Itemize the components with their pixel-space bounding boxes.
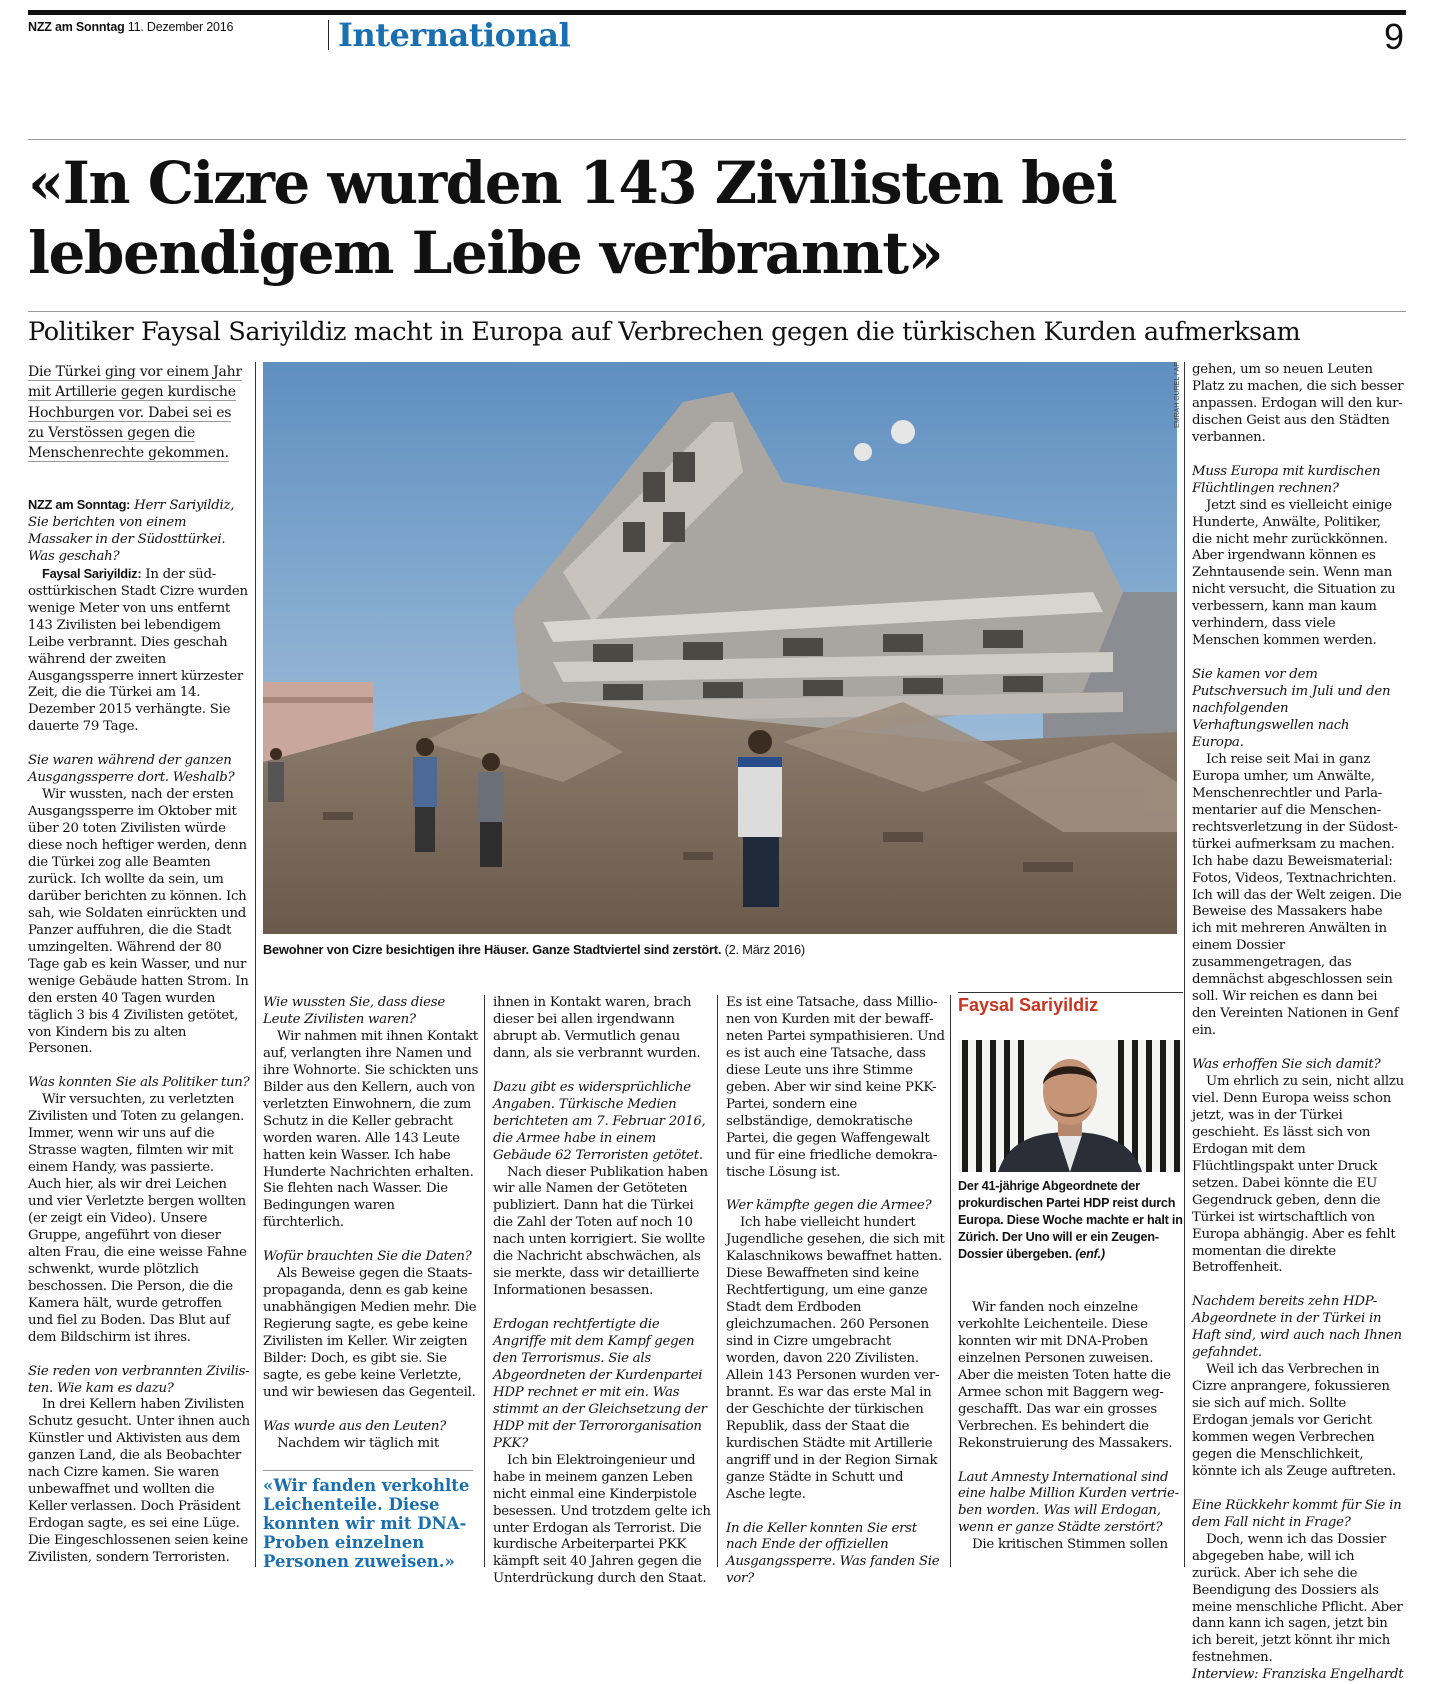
speaker-label: Faysal Sariyildiz: (42, 565, 142, 581)
answer: Doch, wenn ich das Dossier abgegeben habe, will ich zurück. Aber ich sehe die Beendigung des Dossiers als meine menschliche Pflicht. Aber dann kann ich sagen, jetzt bin ich bereit, jetzt könnt ihr mich festnehmen. (1192, 1531, 1403, 1666)
lead-line: Die Türkei ging vor einem Jahr (28, 364, 242, 380)
question (28, 497, 250, 566)
question: Was konnten Sie als Politiker tun? (28, 1075, 250, 1091)
question: Sie reden von verbrannten Zivilisten. Wie kam es dazu? (28, 1363, 250, 1396)
paper-name: NZZ am Sonntag (28, 20, 125, 34)
question: Erdogan rechtfertigte die Angriffe mit dem Kampf gegen den Terrorismus. Sie als Abgeordneten der Kurdenpartei HDP rechnet er mit ein. Was stimmt an der Gleichsetzung der HDP mit der Terrororganisation PKK? (493, 1317, 707, 1451)
answer: Ich bin Elektroingenieur und habe in meinem ganzen Leben nicht einmal eine Kinderpistole besessen. Und trotzdem gelte ich unter Erdogan als Terrorist. Die kurdische Arbeiterpartei PKK kämpft seit 40 Jahren gegen die Unterdrückung durch den Staat. (493, 1452, 711, 1587)
infobox-rule (958, 992, 1183, 993)
answer: gehen, um so neuen Leuten Platz zu machen, die sich besser anpassen. Erdogan will den kurdischen Geist aus den Städten verbannen. (1192, 362, 1404, 445)
answer: In drei Kellern haben Zivilisten Schutz gesucht. Unter ihnen auch Künstler und Aktivisten aus dem ganzen Land, die als Beobachter nach Cizre kamen. Sie waren unbewaffnet und wollten die Keller verlassen. Doch Präsident Erdogan sagte, es sei eine Lüge. Die Eingeschlossenen seien keine Zivilisten, sondern Terroristen. (28, 1397, 250, 1566)
lead-line: Hochburgen vor. Dabei sei es (28, 404, 232, 421)
answer: Nachdem wir täglich mit (277, 1435, 439, 1451)
article-column-5 (958, 1300, 1180, 1554)
question: Was erhoffen Sie sich damit? (1192, 1057, 1381, 1073)
answer: Ich reise seit Mai in ganz Europa umher, um Anwälte, Menschenrechtler und Parlamentarier auf die Menschenrechtsverletzung in der Südosttürkei aufmerksam zu machen. Ich habe dazu Beweismaterial: Fotos, Videos, Textnachrichten. Ich will das der Welt zeigen. Die Beweise des Massakers habe ich mit mehreren Anwälten in einem Dossier zusammengetragen, das demnächst abgeschlossen sein soll. Wir reichen es dann bei den Vereinten Nationen in Genf ein. (1192, 751, 1402, 1039)
column-separator (1184, 362, 1185, 1567)
question: Muss Europa mit kurdischen Flüchtlingen rechnen? (1192, 463, 1381, 496)
answer: Weil ich das Verbrechen in Cizre anprangere, fokussieren sie sich auf mich. Sollte Erdogan jemals vor Gericht kommen wegen Verbrechen gegen die Menschlichkeit, könnte ich als Zeuge auftreten. (1192, 1362, 1396, 1479)
article-column-1 (28, 497, 250, 1567)
lead-line: Menschenrechte gekommen. (28, 445, 229, 462)
answer: Wir nahmen mit ihnen Kontakt auf, verlangten ihre Namen und ihre Wohnorte. Sie schickten uns Bilder aus den Kellern, auch von verletzten Einwohnern, die zum Schutz in die Keller gebracht worden waren. Alle 143 Leute hatten kein Wasser. Ich habe Hunderte Nachrichten erhalten. Sie flehten nach Wasser. Die Bedingungen waren fürchterlich. (263, 1028, 479, 1231)
article-column-3 (493, 995, 713, 1588)
answer: Jetzt sind es vielleicht einige Hunderte, Anwälte, Politiker, die nicht mehr zurückkönnen. Aber irgendwann können es Zehntausende sein. Wenn man nicht versucht, die Situation zu verbessern, kann man kaum verhindern, dass viele Menschen kommen werden. (1192, 497, 1396, 649)
question: Sie waren während der ganzen Ausgangssperre dort. Weshalb? (28, 753, 235, 786)
masthead (28, 20, 233, 34)
lead-line: mit Artillerie gegen kurdische (28, 384, 236, 401)
interview-credit: Interview: Franziska Engelhardt (1192, 1667, 1404, 1683)
question: Dazu gibt es widersprüchliche Angaben. Türkische Medien berichteten am 7. Februar 2016, die Armee habe in einem Gebäude 62 Terroristen getötet. (493, 1079, 706, 1163)
column-separator (484, 995, 485, 1567)
question: Eine Rückkehr kommt für Sie in dem Fall nicht in Frage? (1192, 1497, 1402, 1530)
question: Nachdem bereits zehn HDP-Abgeordnete in der Türkei in Haft sind, wird auch nach Ihnen gefahndet. (1192, 1294, 1402, 1361)
pullquote-rule (263, 1470, 473, 1471)
photo-caption (263, 942, 1177, 957)
subheadline: Politiker Faysal Sariyildiz macht in Europa auf Verbrechen gegen die türkischen Kurden aufmerksam (28, 317, 1301, 347)
answer: Wir fanden noch einzelne verkohlte Leichenteile. Diese konnten wir mit DNA-Proben einzelnen Personen zuweisen. Aber die meisten Toten hatte die Armee schon mit Baggern weggeschafft. Das war ein grosses Verbrechen. Es behindert die Rekonstruierung des Massakers. (958, 1300, 1173, 1451)
question: In die Keller konnten Sie erst nach Ende der offiziellen Ausgangssperre. Was fanden Sie vor? (726, 1520, 940, 1587)
question: Laut Amnesty International sind eine halbe Million Kurden vertrieben worden. Was will Erdogan, wenn er ganze Städte zerstört? (958, 1469, 1180, 1536)
answer: Nach dieser Publikation haben wir alle Namen der Getöteten publiziert. Dann hat die Türkei die Zahl der Toten auf noch 10 nach unten korrigiert. Sie wollte die Nachricht abschwächen, als sie merkte, dass wir detaillierte Informationen besassen. (493, 1164, 708, 1299)
answer: ihnen in Kontakt waren, brach dieser bei allen irgendwann abrupt ab. Vermutlich genau dann, als sie verbrannt wurden. (493, 995, 701, 1061)
article-column-4 (726, 995, 946, 1588)
answer-text: In der südosttürkischen Stadt Cizre wurden wenige Meter von uns entfernt 143 Zivilisten bei lebendigem Leibe verbrannt. Dies geschah während der zweiten Ausgangssperre innert kürzester Zeit, die die Türkei am 14. Dezember 2015 verhängte. Sie dauerte 79 Tage. (28, 566, 248, 735)
column-separator (717, 995, 718, 1567)
article-column-6 (1192, 362, 1404, 1684)
portrait-photo (958, 1040, 1183, 1172)
column-separator (255, 362, 256, 1567)
answer: Um ehrlich zu sein, nicht allzu viel. Denn Europa weiss schon jetzt, was in der Türkei geschieht. Es lässt sich von Erdogan mit dem Flüchtlingspakt unter Druck setzen. Dabei könnte die EU Gegendruck geben, denn die Türkei ist wirtschaftlich von Europa abhängig. Aber es fehlt momentan die direkte Betroffenheit. (1192, 1073, 1404, 1276)
top-rule (28, 10, 1406, 15)
bio-author-tag: (enf.) (1071, 1247, 1105, 1261)
caption-bold: Bewohner von Cizre besichtigen ihre Häuser. Ganze Stadtviertel sind zerstört. (263, 942, 722, 957)
lead-line: zu Verstössen gegen die (28, 424, 196, 441)
pullquote: «Wir fanden verkohlte Leichenteile. Diese konnten wir mit DNA-Proben einzelnen Personen zuweisen.» (263, 1476, 470, 1571)
infobox-bio (958, 1178, 1183, 1263)
bio-text: Der 41-jährige Abgeordnete der prokurdischen Partei HDP reist durch Europa. Diese Woche machte er halt in Zürich. Der Uno will er ein Zeugen-Dossier übergeben. (958, 1179, 1183, 1261)
answer: Wir versuchten, zu verletzten Zivilisten und Toten zu gelangen. Immer, wenn wir uns auf die Strasse wagten, filmten wir mit einem Handy, was passierte. Auch hier, als wir drei Leichen und vier Verletzte bergen wollten (er zeigt ein Video). Unsere Gruppe, angeführt von dieser alten Frau, die eine weisse Fahne schwenkt, wurde plötzlich beschossen. Die Person, die die Kamera hält, wurde getroffen und fiel zu Boden. Das Blut auf dem Bildschirm ist ihres. (28, 1092, 247, 1345)
masthead-divider (328, 20, 329, 50)
answer: Als Beweise gegen die Staatspropaganda, denn es gab keine unabhängigen Medien mehr. Die Regierung sagte, es gebe keine Zivilisten im Keller. Wir zeigten Bilder: Doch, es gibt sie. Sie sagte, es gebe keine Verletzte, und wir bewiesen das Gegenteil. (263, 1266, 477, 1400)
column-separator (950, 995, 951, 1567)
question-text: Herr Sariyildiz, Sie berichten von einem Massaker in der Südosttürkei. Was geschah? (28, 498, 235, 564)
answer (28, 566, 250, 737)
headline: «In Cizre wurden 143 Zivilisten bei lebendigem Leibe verbrannt» (28, 149, 1117, 287)
page-number: 9 (1383, 16, 1404, 57)
headline-rule-top (28, 139, 1406, 140)
question: Was wurde aus den Leuten? (263, 1418, 447, 1434)
answer: Wir wussten, nach der ersten Ausgangssperre im Oktober mit über 20 toten Zivilisten würde diese noch heftiger werden, denn die Türkei zog alle Beamten zurück. Ich wollte da sein, um darüber berichten zu können. Ich sah, wie Soldaten einrückten und Panzer auffuhren, die die Stadt umzingelten. Während der 80 Tage gab es kein Wasser, und nur wenige Gebäude hatten Strom. In den ersten 40 Tagen wurden täglich 3 bis 4 Zivilisten getötet, von Kindern bis zu alten Personen. (28, 787, 249, 1057)
lead-text (28, 362, 246, 463)
answer: Die kritischen Stimmen sollen (972, 1537, 1168, 1553)
photo-credit: EMRAH GUREL / AP (1174, 362, 1181, 428)
question: Wofür brauchten Sie die Daten? (263, 1249, 472, 1265)
portrait-image (958, 1040, 1183, 1172)
speaker-label: NZZ am Sonntag: (28, 497, 131, 512)
answer: Es ist eine Tatsache, dass Millionen von Kurden mit der bewaffneten Partei sympathisieren. Und es ist auch eine Tatsache, dass diese Leute uns ihre Stimme geben. Aber wir sind keine PKK-Partei, sondern eine selbständige, demokratische Partei, die gegen Waffengewalt und für eine friedliche demokratische Lösung ist. (726, 995, 945, 1180)
caption-date: (2. März 2016) (721, 942, 805, 957)
answer: Ich habe vielleicht hundert Jugendliche gesehen, die sich mit Kalaschnikows bewaffnet hatten. Diese Bewaffneten sind keine Rechtfertigung, um eine ganze Stadt dem Erdboden gleichzumachen. 260 Personen sind in Cizre umgebracht worden, davon 220 Zivilisten. Allein 143 Personen wurden verbrannt. Es war das erste Mal in der Geschichte der türkischen Republik, dass der Staat die kurdischen Städte mit Artillerie angriff und in der Region Sirnak ganze Städte in Schutt und Asche legte. (726, 1215, 945, 1502)
article-column-2 (263, 995, 479, 1453)
question: Wie wussten Sie, dass diese Leute Zivilisten waren? (263, 995, 445, 1027)
rubble-building-image (263, 362, 1177, 934)
section-title: International (338, 16, 571, 54)
infobox-title: Faysal Sariyildiz (958, 995, 1099, 1015)
question: Sie kamen vor dem Putschversuch im Juli und den nachfolgenden Verhaftungswellen nach Europa. (1192, 667, 1391, 750)
main-photo (263, 362, 1177, 934)
issue-date: 11. Dezember 2016 (127, 20, 234, 34)
question: Wer kämpfte gegen die Armee? (726, 1198, 932, 1214)
